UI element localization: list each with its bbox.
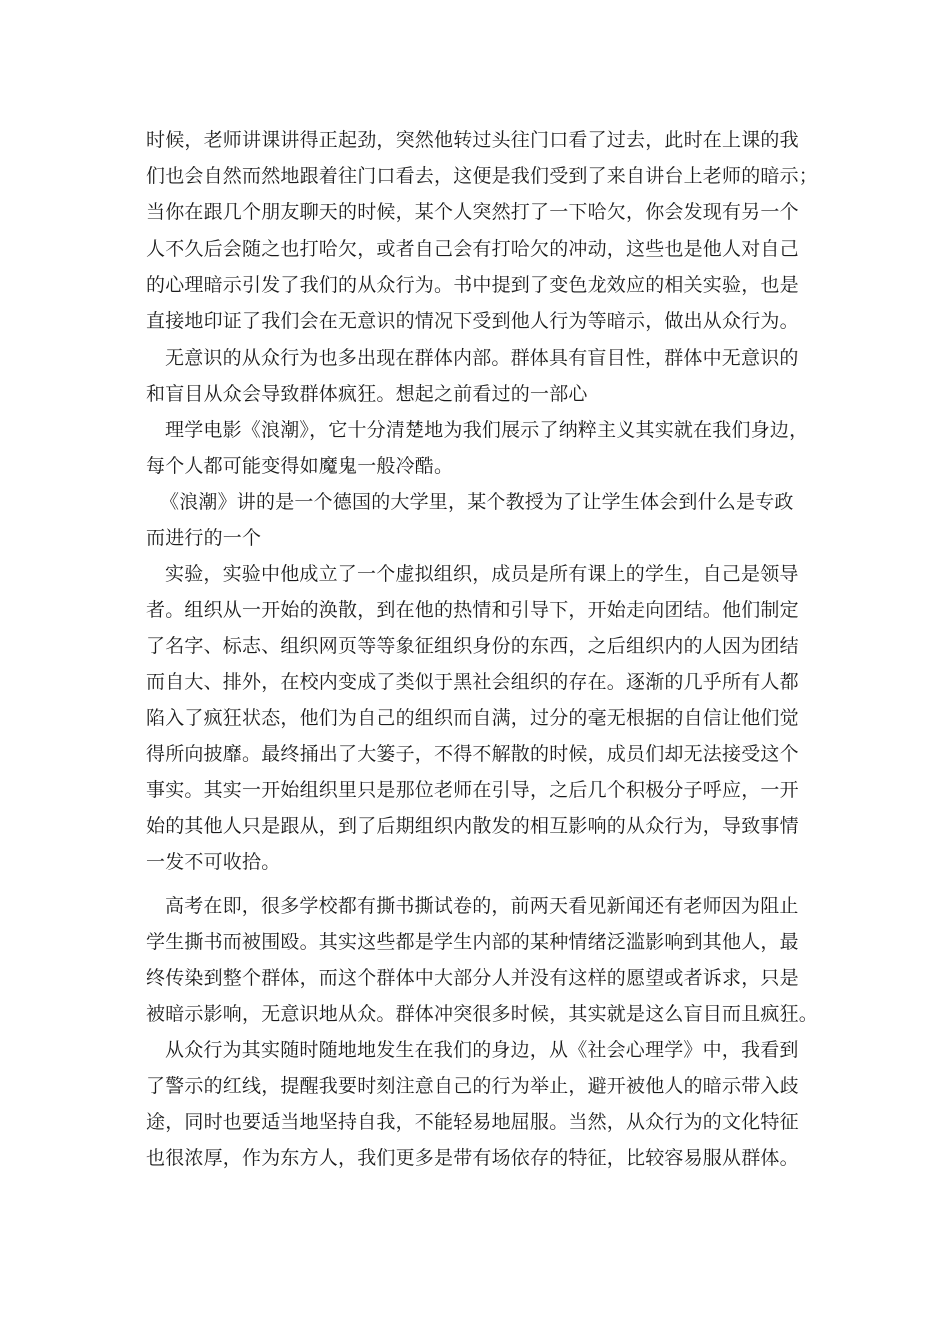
text-line: 高考在即，很多学校都有撕书撕试卷的，前两天看见新闻还有老师因为阻止 (165, 895, 799, 917)
text-line: 也很浓厚，作为东方人，我们更多是带有场依存的特征，比较容易服从群体。 (146, 1147, 799, 1169)
text-line: 每个人都可能变得如魔鬼一般冷酷。 (146, 455, 454, 477)
text-line: 无意识的从众行为也多出现在群体内部。群体具有盲目性，群体中无意识的 (165, 347, 799, 369)
text-line: 途，同时也要适当地坚持自我，不能轻易地屈服。当然，从众行为的文化特征 (146, 1111, 799, 1133)
text-line: 而进行的一个 (146, 527, 262, 549)
text-line: 实验，实验中他成立了一个虚拟组织，成员是所有课上的学生，自己是领导 (165, 563, 799, 585)
text-line: 当你在跟几个朋友聊天的时候，某个人突然打了一下哈欠，你会发现有另一个 (146, 201, 799, 223)
text-line: 始的其他人只是跟从，到了后期组织内散发的相互影响的从众行为，导致事情 (146, 815, 799, 837)
text-line: 一发不可收拾。 (146, 851, 281, 873)
text-line: 从众行为其实随时随地地发生在我们的身边，从《社会心理学》中，我看到 (165, 1039, 799, 1061)
text-line: 《浪潮》讲的是一个德国的大学里，某个教授为了让学生体会到什么是专政 (160, 491, 794, 513)
text-line: 者。组织从一开始的涣散，到在他的热情和引导下，开始走向团结。他们制定 (146, 599, 799, 621)
text-line: 的心理暗示引发了我们的从众行为。书中提到了变色龙效应的相关实验，也是 (146, 274, 799, 296)
text-line: 直接地印证了我们会在无意识的情况下受到他人行为等暗示，做出从众行为。 (146, 310, 799, 332)
text-line: 被暗示影响，无意识地从众。群体冲突很多时候，其实就是这么盲目而且疯狂。 (146, 1003, 819, 1025)
text-line: 时候，老师讲课讲得正起劲，突然他转过头往门口看了过去，此时在上课的我 (146, 129, 799, 151)
text-line: 事实。其实一开始组织里只是那位老师在引导，之后几个积极分子呼应，一开 (146, 779, 799, 801)
text-line: 和盲目从众会导致群体疯狂。想起之前看过的一部心 (146, 383, 588, 405)
text-line: 人不久后会随之也打哈欠，或者自己会有打哈欠的冲动，这些也是他人对自己 (146, 238, 799, 260)
text-line: 学生撕书而被围殴。其实这些都是学生内部的某种情绪泛滥影响到其他人，最 (146, 931, 799, 953)
text-line: 理学电影《浪潮》，它十分清楚地为我们展示了纳粹主义其实就在我们身边， (165, 419, 809, 441)
text-line: 得所向披靡。最终捅出了大篓子，不得不解散的时候，成员们却无法接受这个 (146, 743, 799, 765)
text-line: 了名字、标志、组织网页等等象征组织身份的东西，之后组织内的人因为团结 (146, 635, 799, 657)
text-line: 终传染到整个群体，而这个群体中大部分人并没有这样的愿望或者诉求，只是 (146, 967, 799, 989)
text-line: 而自大、排外，在校内变成了类似于黑社会组织的存在。逐渐的几乎所有人都 (146, 671, 799, 693)
text-line: 陷入了疯狂状态，他们为自己的组织而自满，过分的毫无根据的自信让他们觉 (146, 707, 799, 729)
text-line: 们也会自然而然地跟着往门口看去，这便是我们受到了来自讲台上老师的暗示； (146, 165, 819, 187)
text-line: 了警示的红线，提醒我要时刻注意自己的行为举止，避开被他人的暗示带入歧 (146, 1075, 799, 1097)
